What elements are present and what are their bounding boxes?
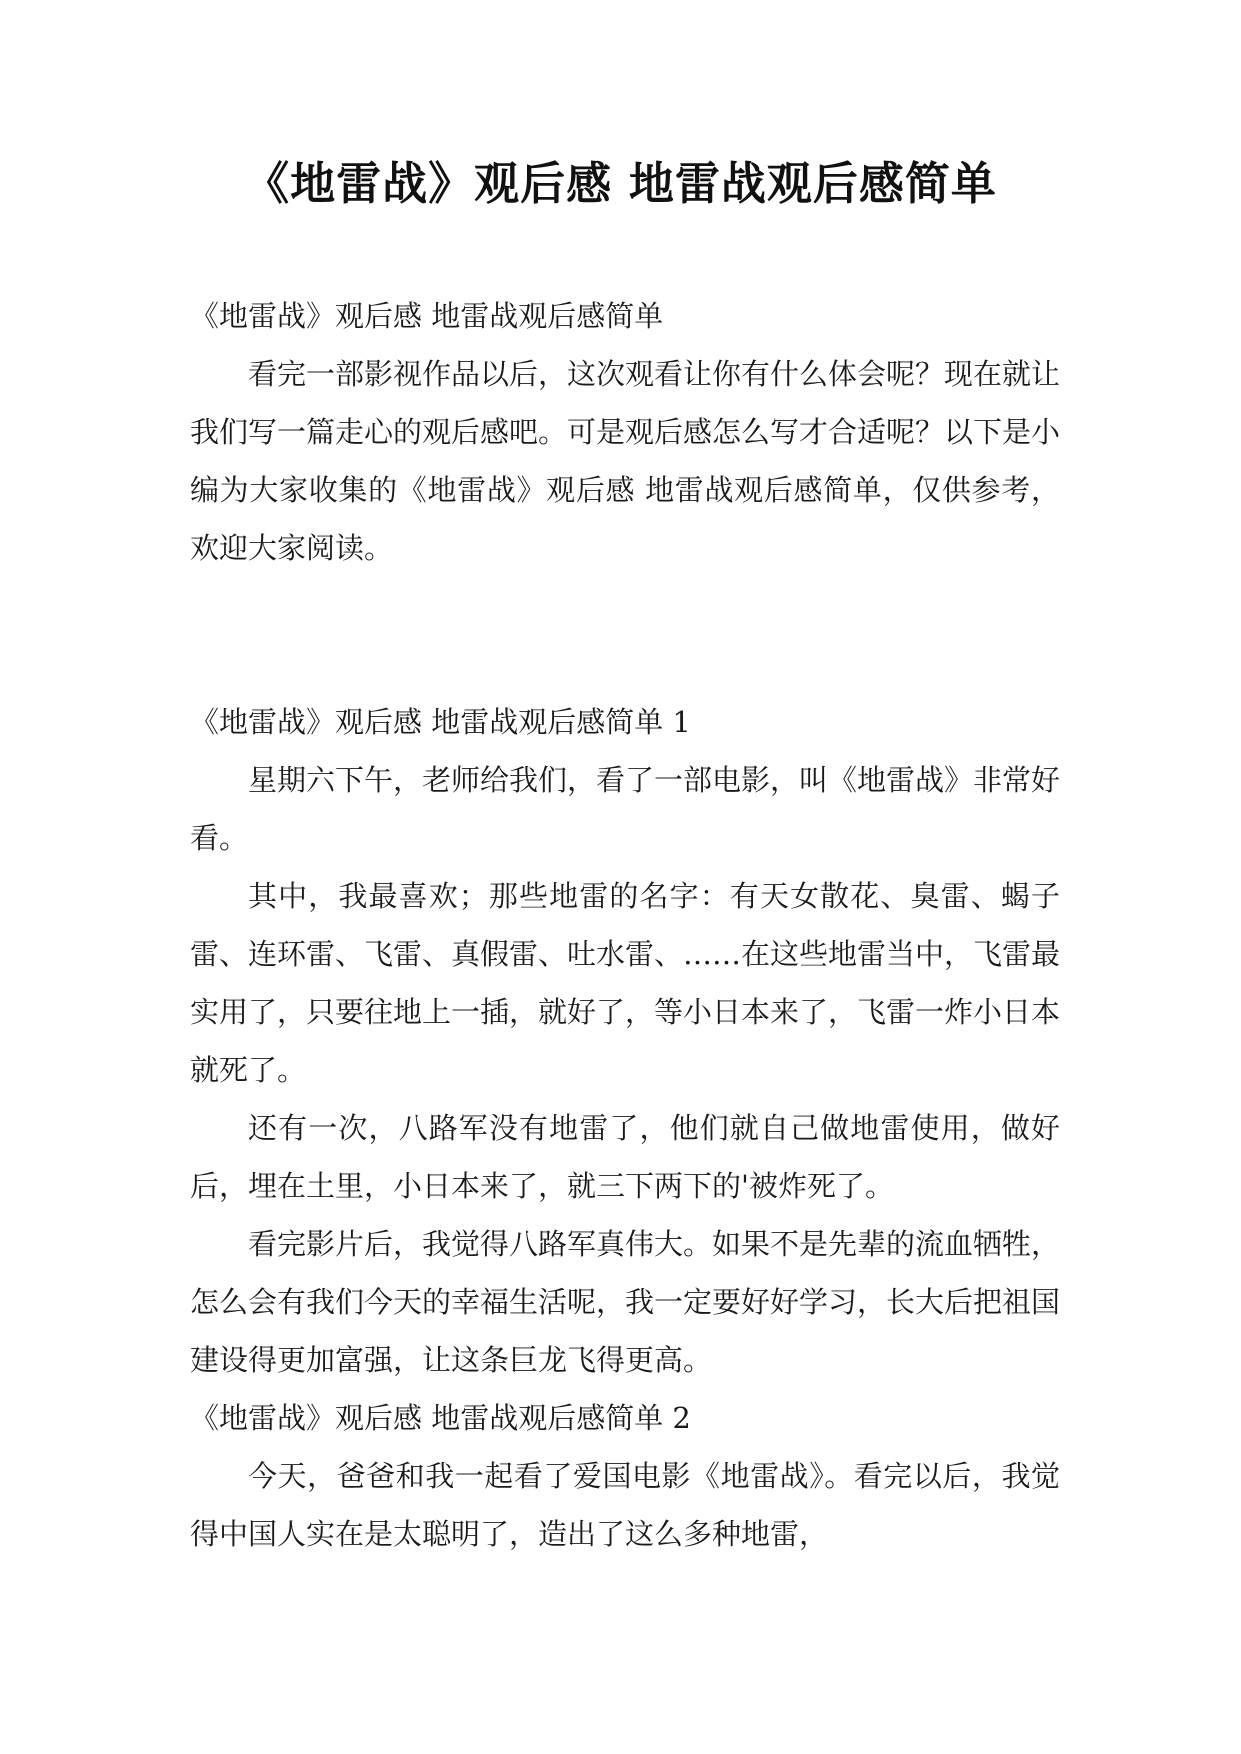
document-body bbox=[190, 287, 1060, 1563]
essay-1-paragraph: 其中，我最喜欢；那些地雷的名字：有天女散花、臭雷、蝎子雷、连环雷、飞雷、真假雷、吐水雷、……在这些地雷当中，飞雷最实用了，只要往地上一插，就好了，等小日本来了，飞雷一炸小日本就死了。 bbox=[190, 879, 1061, 1087]
intro-paragraph: 看完一部影视作品以后，这次观看让你有什么体会呢？现在就让我们写一篇走心的观后感吧。可是观后感怎么写才合适呢？以下是小编为大家收集的《地雷战》观后感 地雷战观后感简单，仅供参考，欢迎大家阅读。 bbox=[190, 357, 1061, 565]
essay-1-heading: 《地雷战》观后感 地雷战观后感简单 1 bbox=[190, 705, 691, 739]
essay-1-paragraph: 星期六下午，老师给我们，看了一部电影，叫《地雷战》非常好看。 bbox=[190, 763, 1061, 855]
essay-2-heading: 《地雷战》观后感 地雷战观后感简单 2 bbox=[190, 1401, 691, 1435]
essay-1-paragraph: 看完影片后，我觉得八路军真伟大。如果不是先辈的流血牺牲，怎么会有我们今天的幸福生活呢，我一定要好好学习，长大后把祖国建设得更加富强，让这条巨龙飞得更高。 bbox=[190, 1227, 1061, 1377]
intro-heading: 《地雷战》观后感 地雷战观后感简单 bbox=[190, 299, 664, 333]
section-spacer bbox=[190, 577, 1060, 693]
document-title: 《地雷战》观后感 地雷战观后感简单 bbox=[244, 157, 997, 210]
essay-1-paragraph: 还有一次，八路军没有地雷了，他们就自己做地雷使用，做好后，埋在土里，小日本来了，就三下两下的'被炸死了。 bbox=[190, 1111, 1060, 1203]
essay-2-paragraph: 今天，爸爸和我一起看了爱国电影《地雷战》。看完以后，我觉得中国人实在是太聪明了，造出了这么多种地雷， bbox=[190, 1459, 1060, 1551]
